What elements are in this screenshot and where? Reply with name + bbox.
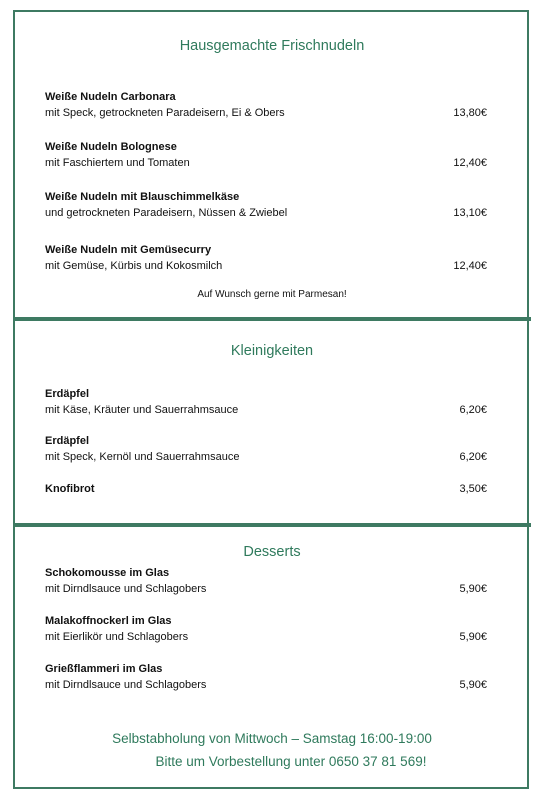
item-price: 5,90€ bbox=[459, 631, 487, 643]
item-price: 5,90€ bbox=[459, 583, 487, 595]
pickup-hours: Selbstabholung von Mittwoch – Samstag 16:00-19:00 bbox=[112, 731, 432, 746]
item-description: mit Dirndlsauce und Schlagobers bbox=[45, 583, 207, 595]
item-description: mit Dirndlsauce und Schlagobers bbox=[45, 679, 207, 691]
item-price: 6,20€ bbox=[459, 451, 487, 463]
item-description: mit Gemüse, Kürbis und Kokosmilch bbox=[45, 260, 223, 272]
section-title-desserts: Desserts bbox=[243, 544, 301, 560]
menu-item bbox=[45, 433, 487, 465]
parmesan-note: Auf Wunsch gerne mit Parmesan! bbox=[197, 289, 347, 300]
item-price: 12,40€ bbox=[453, 260, 487, 272]
item-name: Erdäpfel bbox=[45, 388, 90, 400]
menu-item bbox=[45, 139, 487, 171]
item-price: 13,80€ bbox=[453, 107, 487, 119]
menu-item bbox=[45, 661, 487, 693]
item-price: 12,40€ bbox=[453, 157, 487, 169]
menu-item bbox=[45, 613, 487, 645]
menu-item bbox=[45, 386, 487, 418]
item-name: Erdäpfel bbox=[45, 435, 90, 447]
item-name: Weiße Nudeln mit Blauschimmelkäse bbox=[45, 191, 240, 203]
item-price: 5,90€ bbox=[459, 679, 487, 691]
item-description: mit Faschiertem und Tomaten bbox=[45, 157, 190, 169]
item-name: Weiße Nudeln Carbonara bbox=[45, 91, 176, 103]
item-name: Knofibrot bbox=[45, 483, 95, 495]
item-description: mit Speck, getrockneten Paradeisern, Ei & Obers bbox=[45, 107, 285, 119]
item-price: 3,50€ bbox=[459, 483, 487, 495]
item-description: mit Käse, Kräuter und Sauerrahmsauce bbox=[45, 404, 239, 416]
section-divider bbox=[13, 317, 531, 321]
item-name: Weiße Nudeln Bolognese bbox=[45, 141, 177, 153]
item-description: mit Speck, Kernöl und Sauerrahmsauce bbox=[45, 451, 240, 463]
item-description: und getrockneten Paradeisern, Nüssen & Zwiebel bbox=[45, 207, 288, 219]
item-name: Schokomousse im Glas bbox=[45, 567, 170, 579]
menu-item bbox=[45, 189, 487, 221]
item-description: mit Eierlikör und Schlagobers bbox=[45, 631, 189, 643]
menu-item bbox=[45, 89, 487, 121]
preorder-phone: Bitte um Vorbestellung unter 0650 37 81 569! bbox=[155, 754, 427, 769]
menu-item bbox=[45, 242, 487, 274]
section-divider bbox=[13, 523, 531, 527]
section-title-frischnudeln: Hausgemachte Frischnudeln bbox=[179, 38, 365, 54]
menu-item bbox=[45, 565, 487, 597]
menu-item bbox=[45, 481, 487, 497]
item-name: Malakoffnockerl im Glas bbox=[45, 615, 172, 627]
item-name: Weiße Nudeln mit Gemüsecurry bbox=[45, 244, 212, 256]
item-name: Grießflammeri im Glas bbox=[45, 663, 163, 675]
item-price: 6,20€ bbox=[459, 404, 487, 416]
section-title-kleinigkeiten: Kleinigkeiten bbox=[230, 343, 314, 359]
item-price: 13,10€ bbox=[453, 207, 487, 219]
